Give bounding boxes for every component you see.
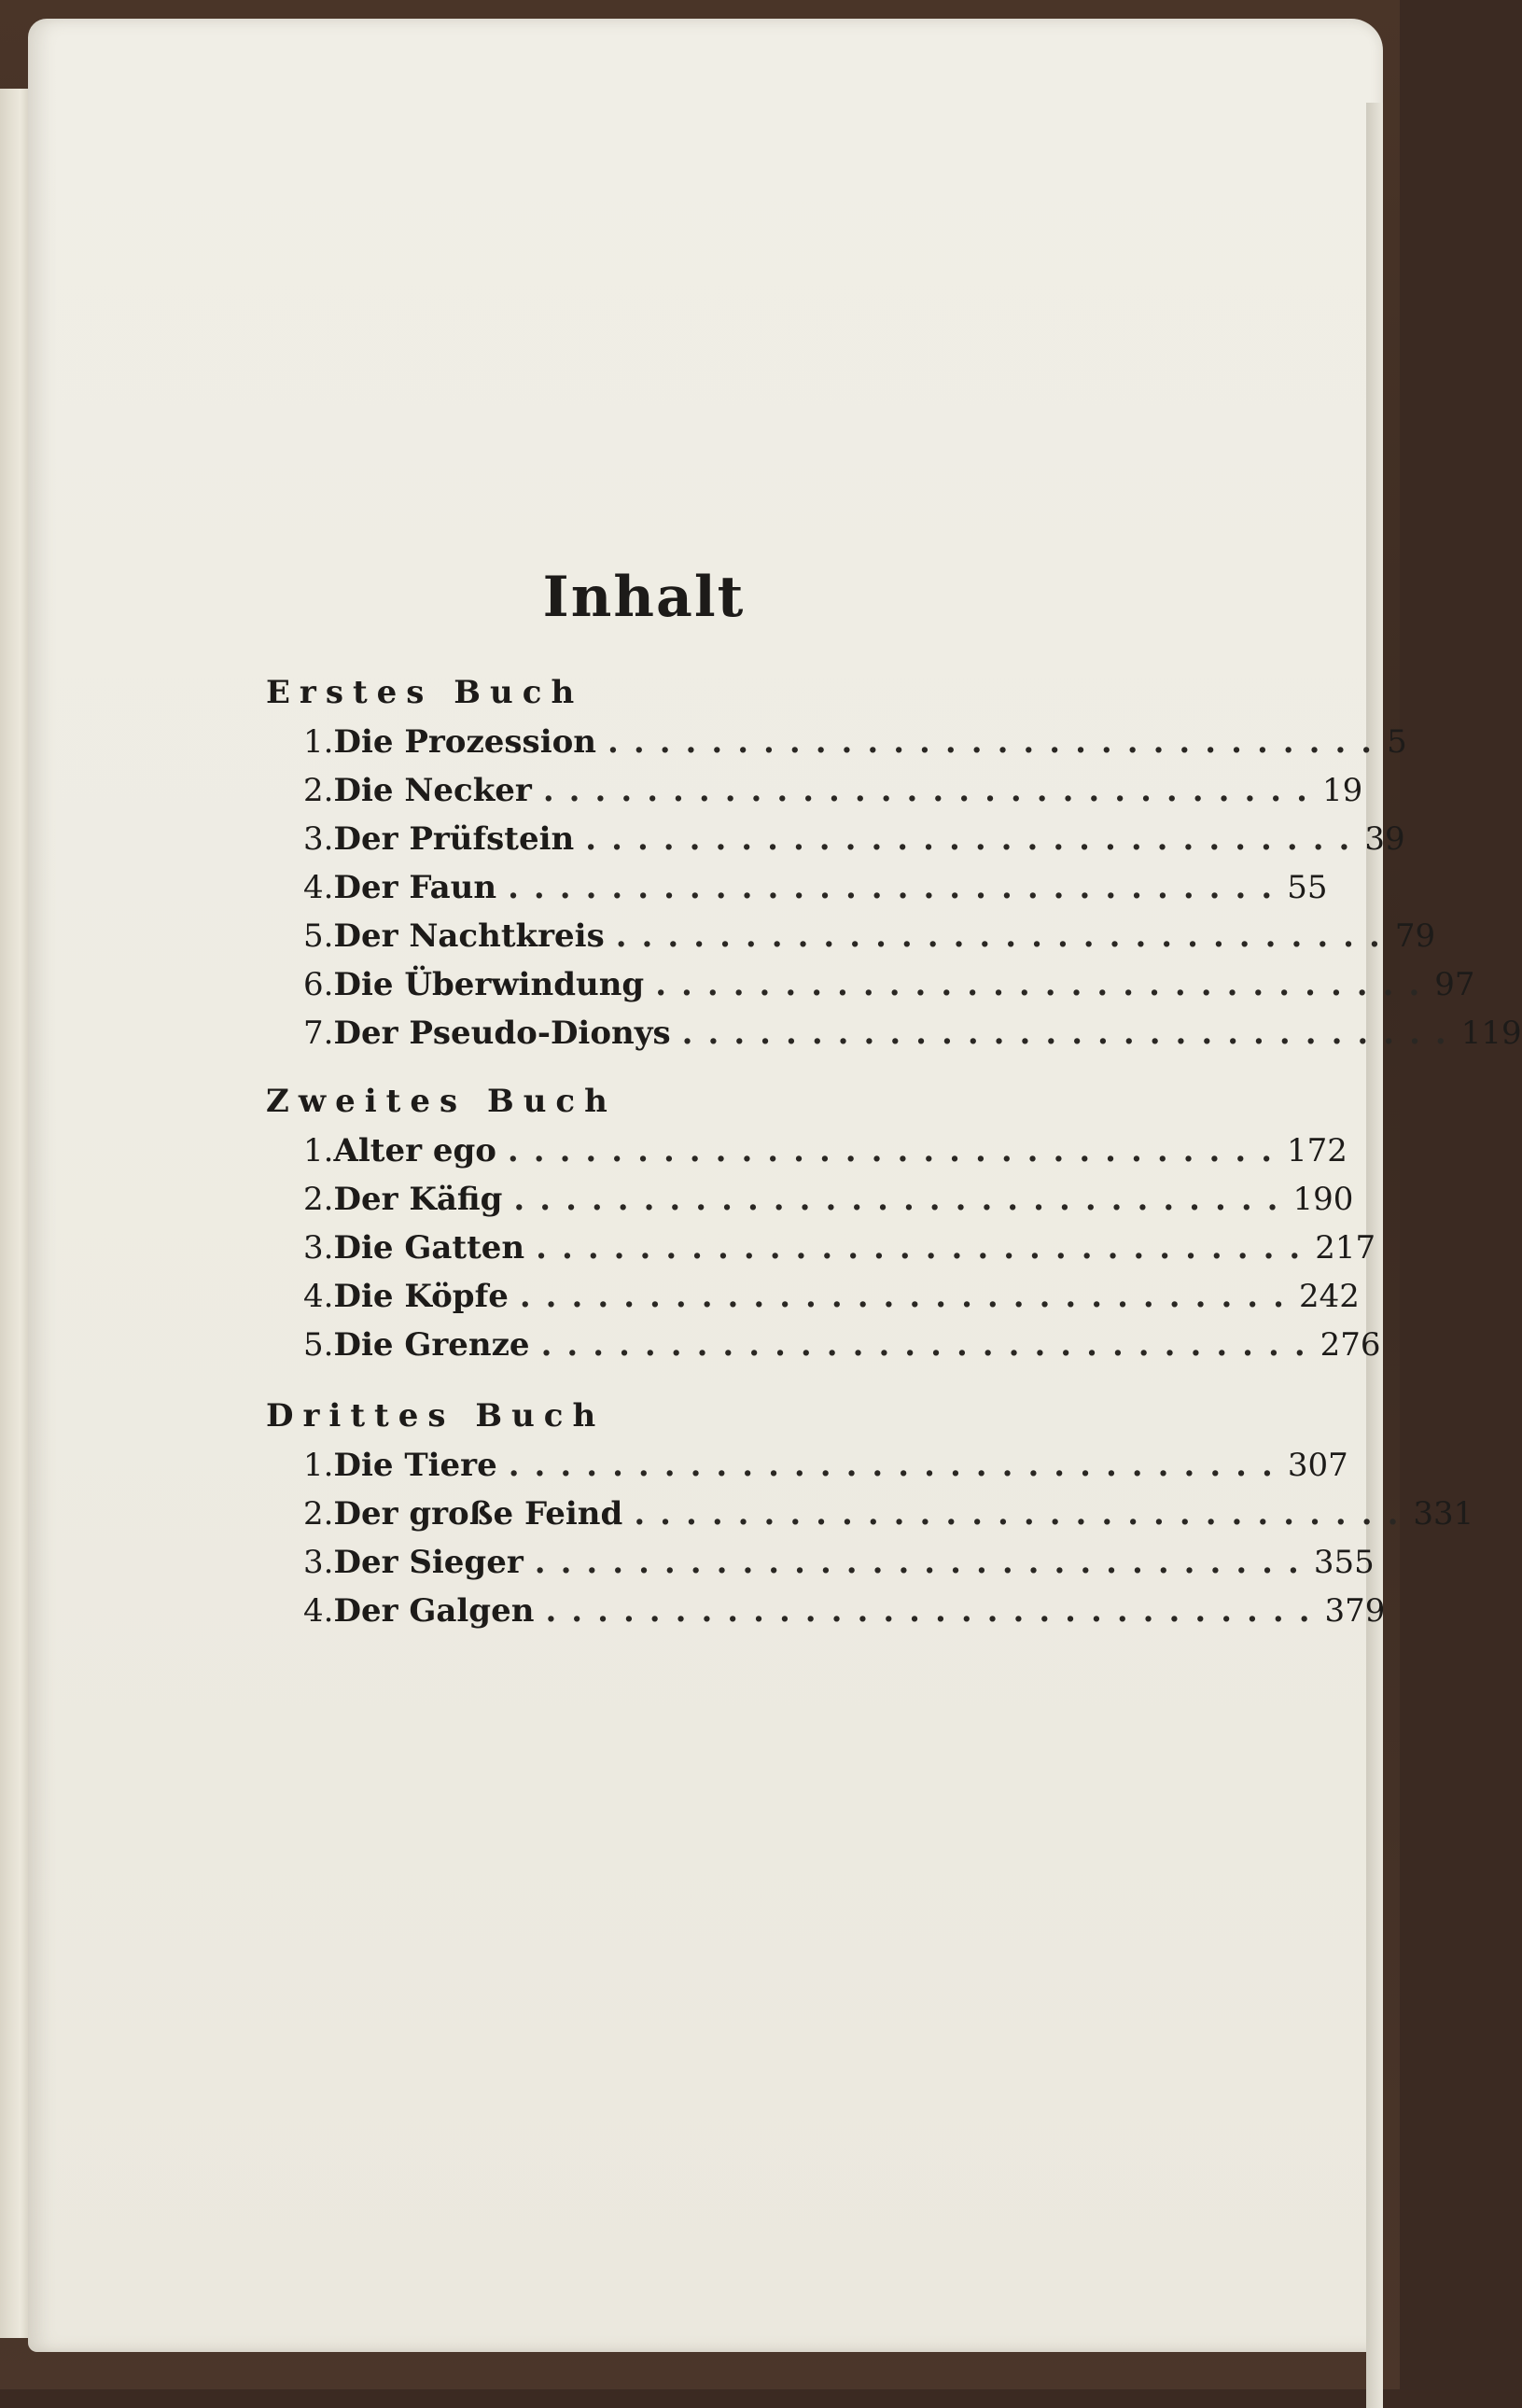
dot-leader: .............................. [519, 1278, 1299, 1315]
entry-number: 7. [303, 1015, 334, 1052]
entry-page-number: 331 [1413, 1495, 1474, 1533]
dot-leader: .............................. [534, 1544, 1314, 1581]
entry-page-number: 19 [1321, 772, 1363, 809]
toc-entry [303, 1592, 1386, 1635]
entry-number: 1. [303, 723, 334, 761]
toc-entry [303, 1447, 1348, 1490]
dot-leader: .............................. [681, 1015, 1461, 1052]
dot-leader: .............................. [542, 772, 1322, 809]
entry-number: 2. [303, 772, 334, 809]
entry-number: 5. [303, 1326, 334, 1364]
dot-leader: .............................. [540, 1326, 1320, 1364]
entry-number: 5. [303, 917, 334, 955]
entry-title: Die Necker [333, 772, 532, 809]
entry-number: 1. [303, 1447, 334, 1484]
entry-title: Die Grenze [333, 1326, 530, 1364]
entry-title: Die Überwindung [333, 966, 645, 1003]
toc-entry [303, 1326, 1381, 1369]
entry-number: 4. [303, 1592, 334, 1630]
entry-page-number: 5 [1387, 723, 1407, 761]
entry-page-number: 39 [1364, 820, 1405, 858]
entry-number: 2. [303, 1181, 334, 1218]
entry-page-number: 276 [1320, 1326, 1381, 1364]
dot-leader: .............................. [655, 966, 1435, 1003]
entry-title: Der große Feind [333, 1495, 623, 1533]
toc-entry [303, 820, 1405, 863]
entry-title: Alter ego [333, 1132, 496, 1169]
dot-leader: .............................. [545, 1592, 1325, 1630]
toc-entry [303, 966, 1475, 1009]
toc-entry [303, 1181, 1354, 1224]
entry-page-number: 217 [1315, 1229, 1376, 1267]
section-heading-erstes-buch: Erstes Buch [266, 674, 584, 711]
entry-page-number: 119 [1460, 1015, 1522, 1052]
toc-entry [303, 1278, 1360, 1321]
entry-number: 3. [303, 1544, 334, 1581]
entry-page-number: 55 [1287, 869, 1328, 906]
entry-number: 1. [303, 1132, 334, 1169]
entry-title: Die Köpfe [333, 1278, 509, 1315]
dot-leader: .............................. [634, 1495, 1414, 1533]
entry-number: 4. [303, 869, 334, 906]
toc-entry [303, 1495, 1474, 1538]
entry-number: 4. [303, 1278, 334, 1315]
entry-page-number: 79 [1394, 917, 1436, 955]
dot-leader: .............................. [607, 723, 1388, 761]
entry-title: Der Prüfstein [333, 820, 575, 858]
entry-number: 3. [303, 820, 334, 858]
toc-entry [303, 917, 1436, 960]
dot-leader: .............................. [585, 820, 1365, 858]
dot-leader: .............................. [536, 1229, 1316, 1267]
page-title: Inhalt [542, 565, 746, 630]
toc-entry [303, 772, 1363, 815]
entry-title: Der Galgen [333, 1592, 535, 1630]
entry-page-number: 242 [1298, 1278, 1360, 1315]
dot-leader: .............................. [615, 917, 1395, 955]
dot-leader: .............................. [508, 1447, 1288, 1484]
entry-number: 3. [303, 1229, 334, 1267]
dot-leader: .............................. [513, 1181, 1293, 1218]
entry-title: Der Faun [333, 869, 497, 906]
entry-page-number: 97 [1434, 966, 1475, 1003]
toc-entry [303, 1015, 1522, 1057]
entry-number: 6. [303, 966, 334, 1003]
dot-leader: .............................. [507, 1132, 1288, 1169]
section-heading-zweites-buch: Zweites Buch [266, 1083, 617, 1120]
entry-page-number: 190 [1292, 1181, 1354, 1218]
entry-title: Der Käfig [333, 1181, 503, 1218]
dot-leader: .............................. [508, 869, 1288, 906]
entry-title: Die Tiere [333, 1447, 497, 1484]
entry-title: Der Sieger [333, 1544, 524, 1581]
entry-page-number: 355 [1313, 1544, 1375, 1581]
entry-page-number: 379 [1324, 1592, 1386, 1630]
toc-entry [303, 869, 1328, 912]
toc-entry [303, 1544, 1375, 1587]
entry-title: Die Prozession [333, 723, 597, 761]
entry-title: Die Gatten [333, 1229, 525, 1267]
section-heading-drittes-buch: Drittes Buch [266, 1397, 606, 1435]
toc-entry [303, 1229, 1376, 1272]
toc-entry [303, 1132, 1347, 1175]
entry-title: Der Pseudo-Dionys [333, 1015, 671, 1052]
toc-entry [303, 723, 1407, 766]
entry-page-number: 307 [1287, 1447, 1348, 1484]
entry-page-number: 172 [1287, 1132, 1347, 1169]
entry-title: Der Nachtkreis [333, 917, 605, 955]
entry-number: 2. [303, 1495, 334, 1533]
